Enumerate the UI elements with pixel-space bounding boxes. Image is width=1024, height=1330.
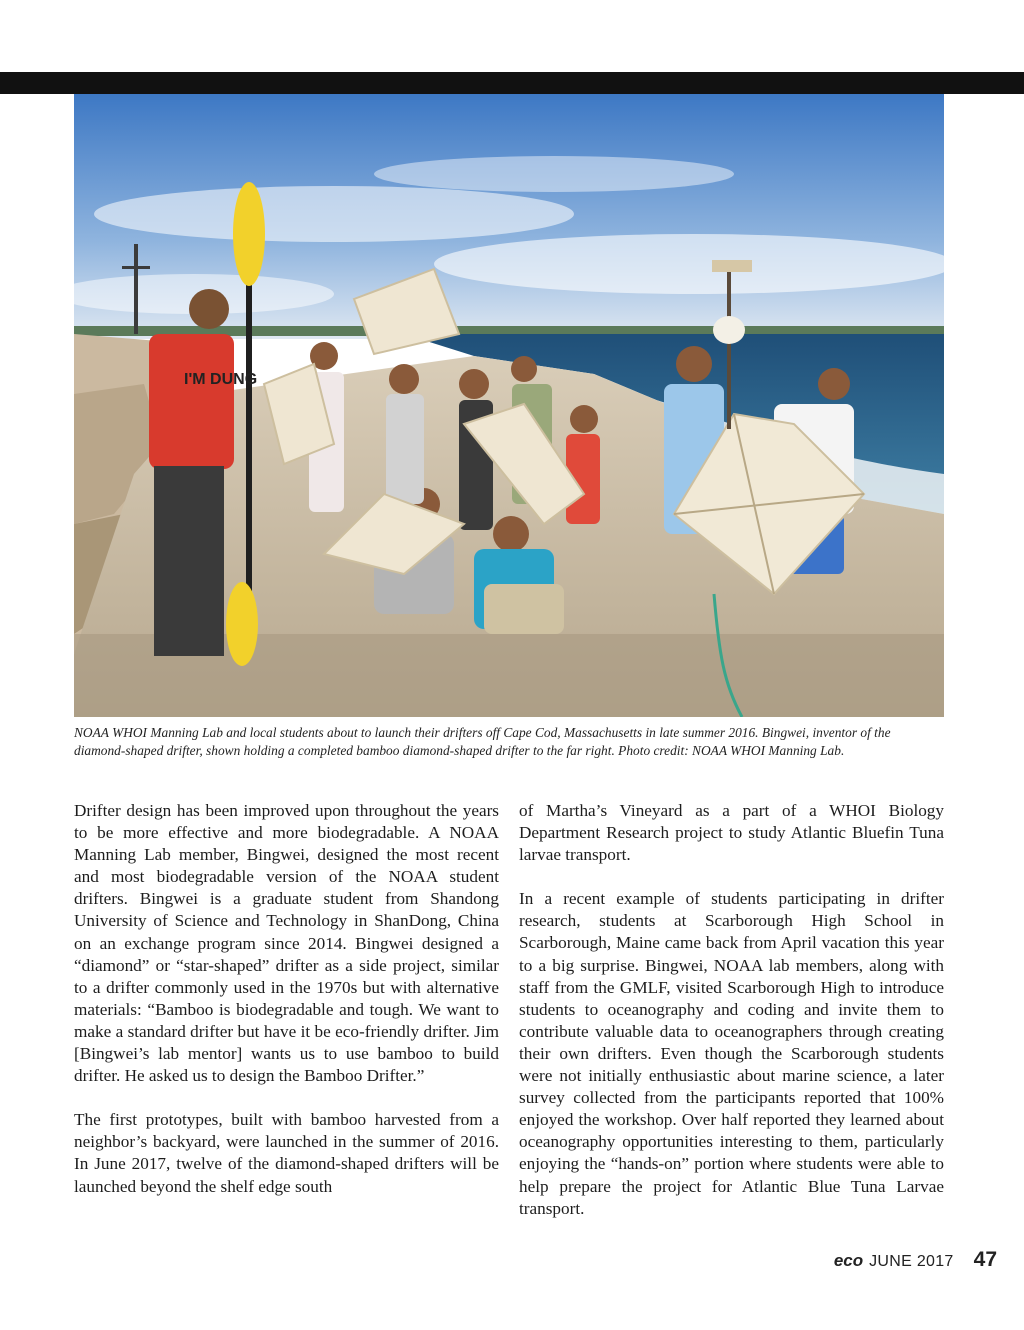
article-column-left bbox=[74, 800, 499, 1220]
article-column-right bbox=[519, 800, 944, 1242]
magazine-name: eco bbox=[833, 1251, 864, 1270]
page-footer bbox=[834, 1248, 997, 1274]
page-number: 47 bbox=[973, 1248, 997, 1271]
paragraph: The first prototypes, built with bamboo harvested from a neighbor’s backyard, were launched in the summer of 2016. In June 2017, twelve of the diamond-shaped drifters will be launched beyond the shelf edge south bbox=[74, 1110, 499, 1196]
paragraph: Drifter design has been improved upon throughout the years to be more effective and more biodegradable. A NOAA Manning Lab member, Bingwei, designed the most recent and most biodegradable version of the NOAA student drifters. Bingwei is a graduate student from Shandong University of Science and Technology in ShanDong, China on an exchange program since 2014. Bingwei designed a “diamond” or “star-shaped” drifter as a side project, similar to a drifter commonly used in the 1970s but with alternative materials: “Bamboo is biodegradable and tough. We want to make a standard drifter but have it be eco-friendly drifter. Jim [Bingwei’s lab mentor] wants us to use bamboo to build drifter. He asked us to design the Bamboo Drifter.” bbox=[74, 801, 499, 1086]
article-photo bbox=[74, 94, 944, 717]
shirt-text: I'M DUNG bbox=[184, 371, 258, 388]
paragraph: In a recent example of students participating in drifter research, students at Scarborough High School in Scarborough, Maine came back from April vacation this year to a big surprise. Bingwei, NOAA lab members, along with staff from the GMLF, visited Scarborough High to introduce students to oceanography and coding and invite them to contribute valuable data to oceanographers through creating their own drifters. Even though the Scarborough students were not initially enthusiastic about marine science, a later survey collected from the participants reported that 100% enjoyed the workshop. Over half reported they learned about oceanography opportunities interesting to them, particularly enjoying the “hands-on” portion where students were able to help prepare the project for Atlantic Blue Tuna Larvae transport. bbox=[519, 889, 944, 1218]
issue-date: JUNE 2017 bbox=[869, 1253, 954, 1270]
paragraph: of Martha’s Vineyard as a part of a WHOI Biology Department Research project to study Atlantic Bluefin Tuna larvae transport. bbox=[519, 801, 944, 865]
header-bar bbox=[0, 72, 1024, 94]
photo-caption: NOAA WHOI Manning Lab and local students about to launch their drifters off Cape Cod, Massachusetts in late summer 2016. Bingwei, inventor of the diamond-shaped drifter, shown holding a completed bamboo diamond-shaped drifter to the far right. Photo credit: NOAA WHOI Manning Lab. bbox=[74, 725, 891, 758]
